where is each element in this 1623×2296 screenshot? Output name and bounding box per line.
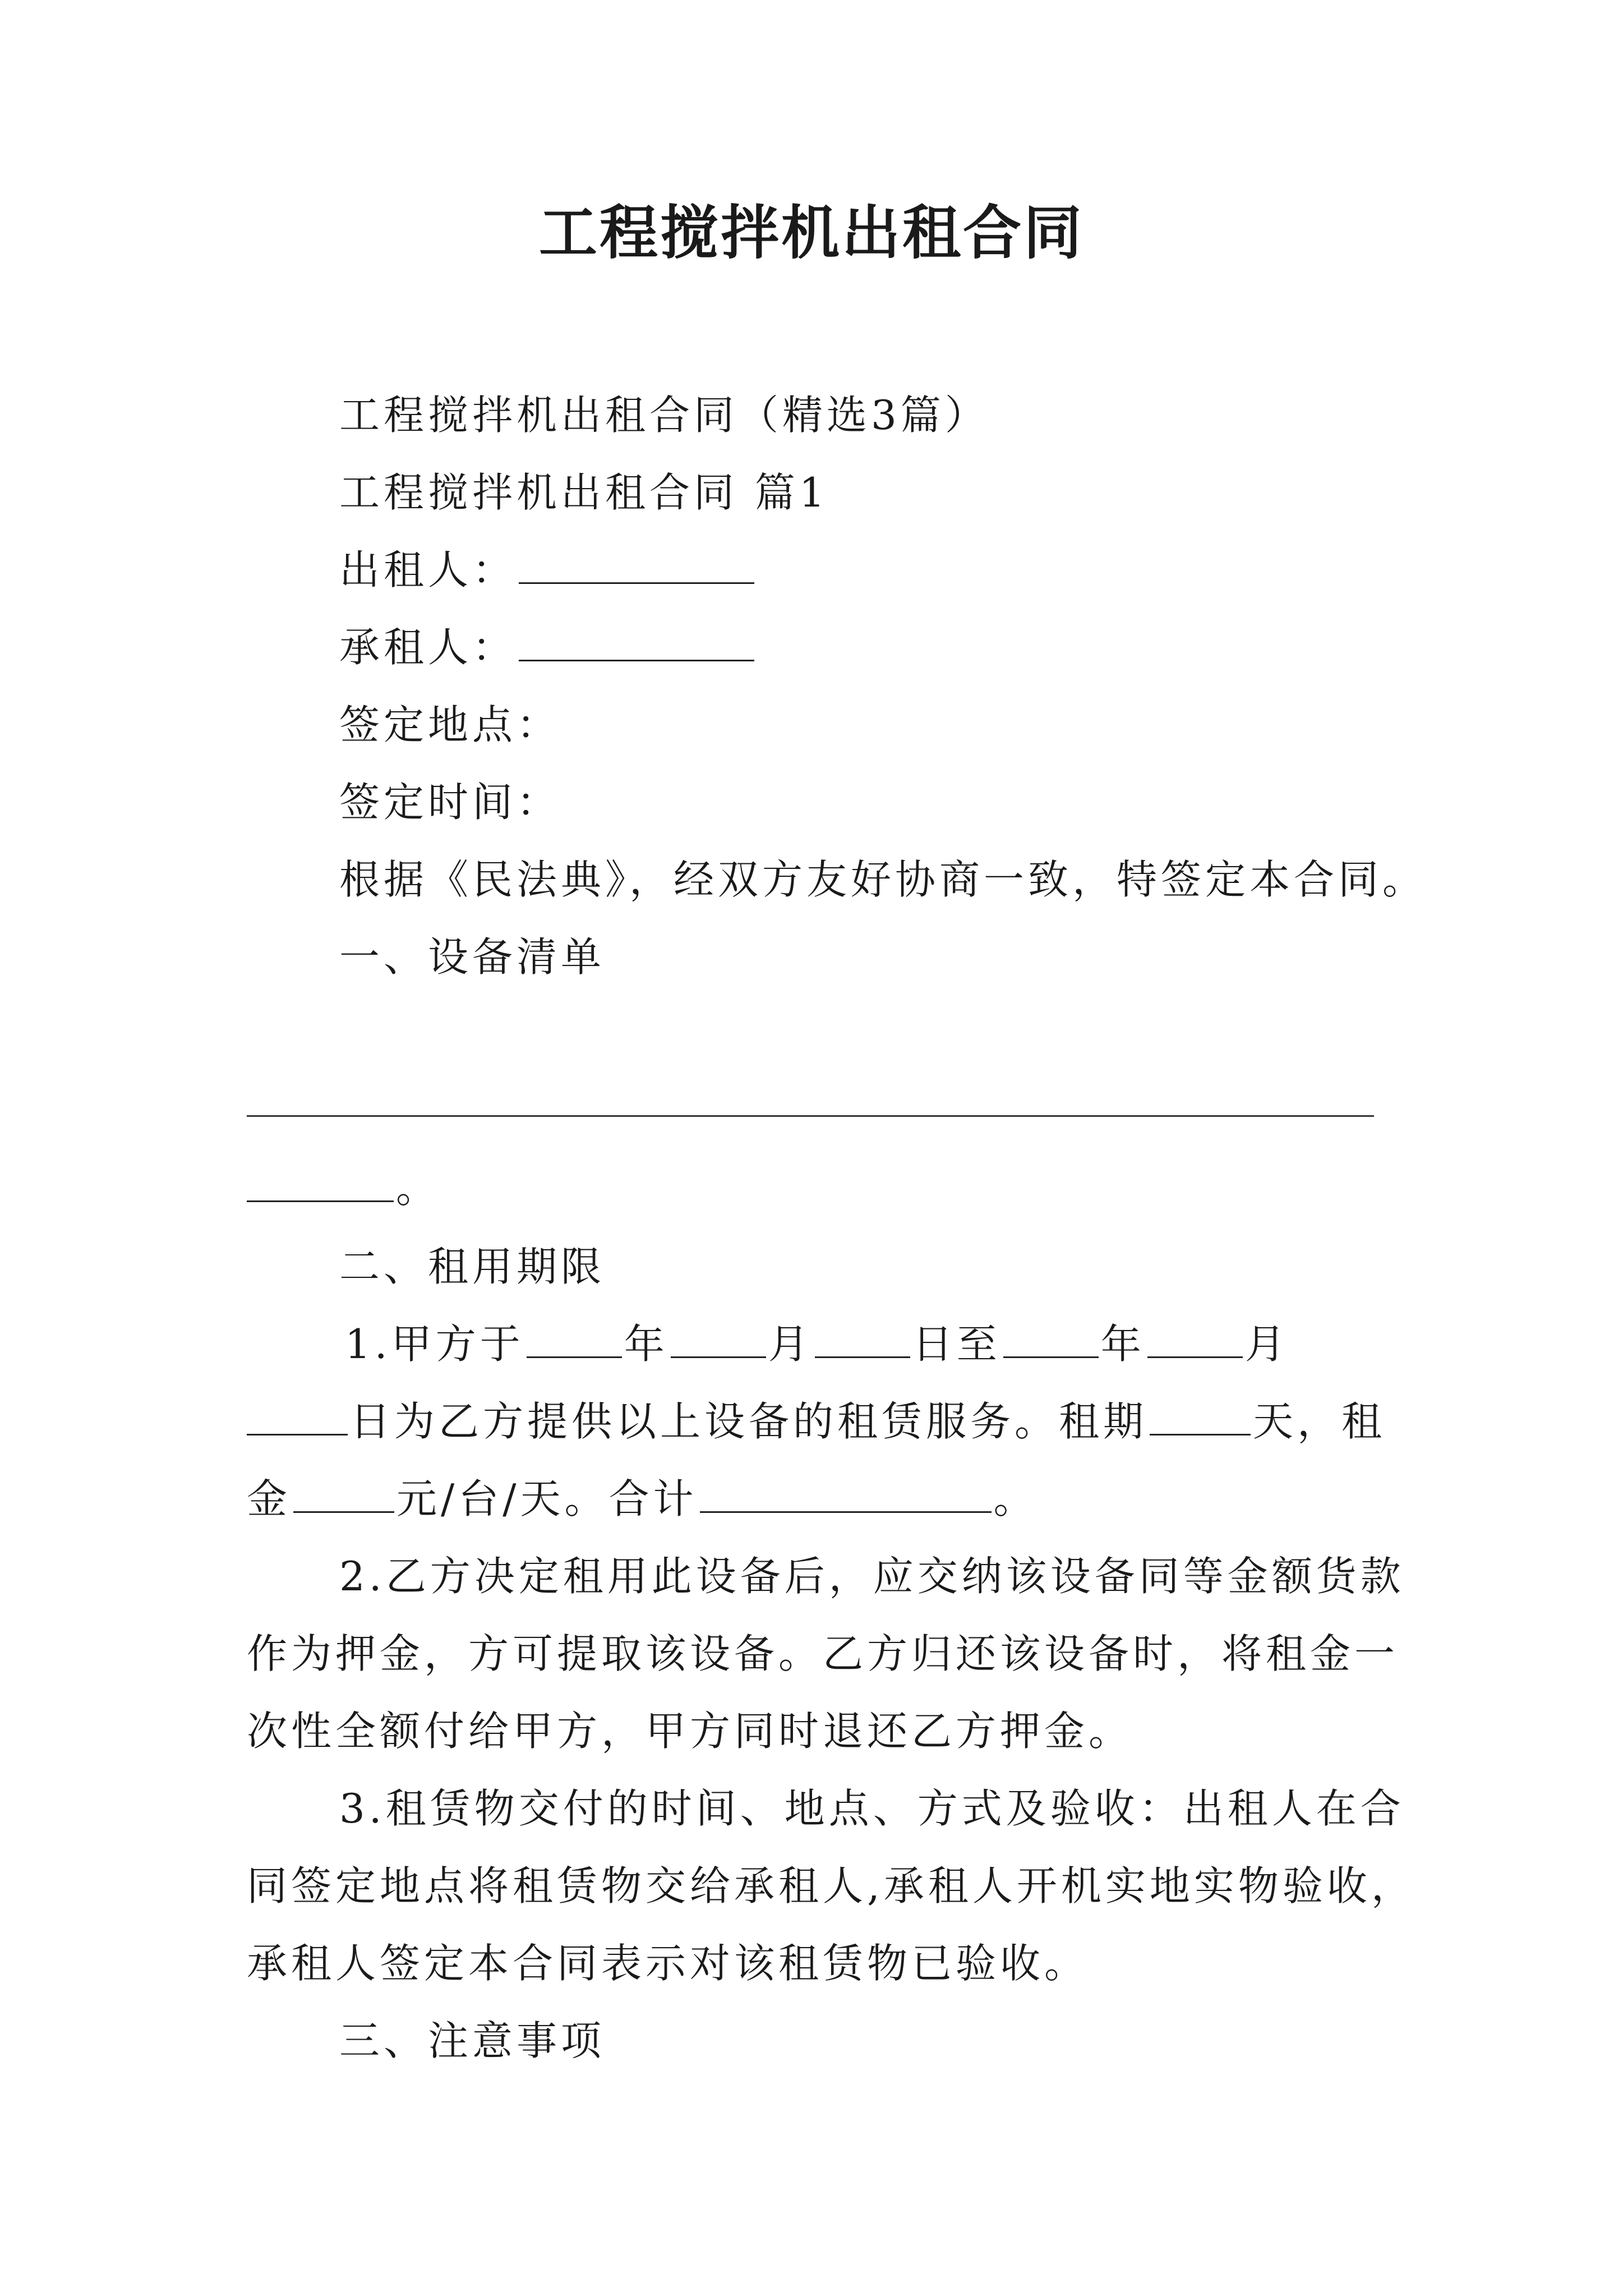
lessor-blank: [519, 543, 754, 584]
clause1-prefix: 1.甲方于: [345, 1320, 524, 1368]
lessee-line: [339, 619, 757, 675]
end-year-blank: [1003, 1317, 1099, 1358]
equipment-list-end: 。: [396, 1165, 441, 1212]
day-to-label: 日至: [912, 1320, 1001, 1368]
clause3-line3: 承租人签定本合同表示对该租赁物已验收。: [247, 1940, 1089, 1987]
collection-title: 工程搅拌机出租合同（精选3篇）: [339, 392, 989, 439]
rent-unit-total: 元/台/天。合计: [396, 1475, 698, 1522]
lessor-label: 出租人：: [339, 546, 517, 593]
preamble: 根据《民法典》，经双方友好协商一致，特签定本合同。: [339, 856, 1427, 903]
clause3-line2: 同签定地点将租赁物交给承租人,承租人开机实地实物验收，: [247, 1862, 1415, 1910]
equipment-list-blank-line: [247, 1115, 1374, 1117]
start-day-blank: [815, 1317, 910, 1358]
article-heading: 工程搅拌机出租合同 篇1: [339, 469, 829, 516]
lease-days-blank: [1150, 1395, 1251, 1435]
lessee-blank: [519, 620, 754, 661]
clause1-end: 。: [993, 1475, 1038, 1522]
section2-title: 二、租用期限: [339, 1243, 606, 1290]
start-year-blank: [527, 1317, 622, 1358]
clause3-line1: 3.租赁物交付的时间、地点、方式及验收：出租人在合: [339, 1785, 1405, 1832]
year-label-1: 年: [624, 1320, 668, 1368]
month-label-2: 月: [1244, 1320, 1289, 1368]
end-day-blank: [247, 1395, 348, 1435]
clause2-line1: 2.乙方决定租用此设备后，应交纳该设备同等金额货款: [339, 1553, 1405, 1600]
year-label-2: 年: [1100, 1320, 1145, 1368]
clause1-line2-tail: 天，租: [1253, 1398, 1386, 1445]
clause1-line2-text: 日为乙方提供以上设备的租赁服务。租期: [350, 1398, 1148, 1445]
lessor-line: [339, 542, 757, 598]
equipment-list-blank-tail: [247, 1161, 394, 1202]
clause2-line3: 次性全额付给甲方，甲方同时退还乙方押金。: [247, 1708, 1133, 1755]
equipment-list-end-line: [247, 1160, 440, 1216]
sign-place-label: 签定地点：: [339, 701, 561, 748]
clause1-line3: [247, 1471, 1038, 1527]
rent-amount-blank: [293, 1472, 394, 1513]
rent-label: 金: [247, 1475, 292, 1522]
total-amount-blank: [700, 1472, 992, 1513]
sign-time-label: 签定时间：: [339, 779, 561, 826]
section1-title: 一、设备清单: [339, 933, 606, 981]
month-label-1: 月: [768, 1320, 813, 1368]
clause2-line2: 作为押金，方可提取该设备。乙方归还该设备时，将租金一: [247, 1630, 1399, 1677]
clause1-line2: [247, 1393, 1386, 1450]
lessee-label: 承租人：: [339, 624, 517, 671]
end-month-blank: [1147, 1317, 1243, 1358]
clause1-line1: [345, 1316, 1289, 1372]
start-month-blank: [671, 1317, 766, 1358]
section3-title: 三、注意事项: [339, 2017, 606, 2064]
document-title: 工程搅拌机出租合同: [538, 198, 1084, 267]
